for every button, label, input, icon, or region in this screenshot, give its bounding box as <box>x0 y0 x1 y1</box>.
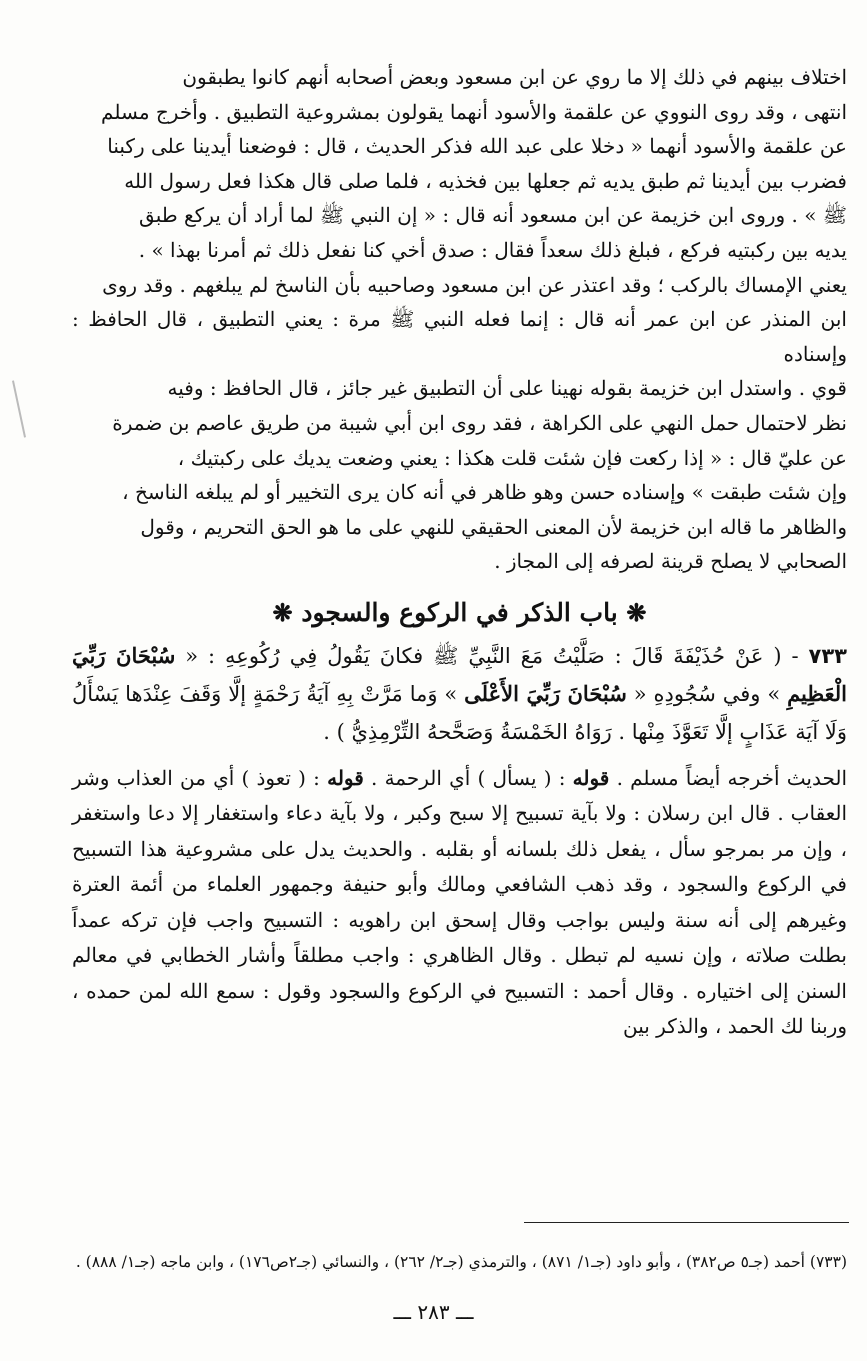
text-line: عن عليّ قال : « إذا ركعت فإن شئت قلت هكذا : يعني وضعت يديك على ركبتيك ، <box>177 445 847 470</box>
text-line: وإن شئت طبقت » وإسناده حسن وهو ظاهر في أنه كان يرى التخيير أو لم يبلغه الناسخ ، <box>122 480 847 505</box>
hadith-dhikr-ruku: سُبْحَانَ رَبِّيَ الْعَظِيمِ <box>72 642 847 706</box>
hadith-dash: - <box>791 643 799 668</box>
text-line: ﷺ » . وروى ابن خزيمة عن ابن مسعود أنه قال : « إن النبي ﷺ لما أراد أن يركع طبق <box>139 203 847 228</box>
margin-pencil-mark <box>12 380 26 437</box>
text-line: انتهى ، وقد روى النووي عن علقمة والأسود أنهما يقولون بمشروعية التطبيق . وأخرج مسلم <box>101 99 847 124</box>
text-line: اختلاف بينهم في ذلك إلا ما روي عن ابن مسعود وبعض أصحابه أنهم كانوا يطبقون <box>182 65 847 89</box>
hadith-part: ( عَنْ حُذَيْفَةَ قَالَ : صَلَّيْتُ مَعَ النَّبِيِّ ﷺ فكانَ يَقُولُ فِي رُكُوعِهِ : « <box>185 643 782 668</box>
chapter-title: باب الذكر في الركوع والسجود <box>301 597 618 627</box>
star-ornament-icon: ❋ <box>626 597 647 627</box>
hadith-part: » وَما مَرَّتْ بِهِ آيَةُ رَحْمَةٍ إلَّا وَقَفَ عِنْدَها يَسْأَلُ وَلَا آيَة عَذَابٍ إلَّا تَعَوَّذَ مِنْها . رَوَاهُ الخَمْسَةُ وَصَحَّحهُ التِّرْمِذِيُّ ) . <box>72 681 847 744</box>
text-line: يديه بين ركبتيه فركع ، فبلغ ذلك سعداً فقال : صدق أخي كنا نفعل ذلك ثم أمرنا بهذا » . <box>138 237 847 262</box>
hadith-number: ٧٣٣ <box>808 643 847 668</box>
text-line: الصحابي لا يصلح قرينة لصرفه إلى المجاز . <box>494 549 847 574</box>
page-body <box>72 60 847 1045</box>
commentary-part: الحديث أخرجه أيضاً مسلم . <box>616 765 848 790</box>
commentary-part: : ( تعوذ ) أي من العذاب وشر العقاب . قال ابن رسلان : ولا بآية تسبيح إلا سبح وكبر ، ولا بآية دعاء واستغفار إلا دعا واستغفر ، وإن مر بمرجو سأل ، يفعل ذلك بلسانه أو بقلبه . والحديث يدل على مشروعية هذا التسبيح في الركوع والسجود ، وقد ذهب الشافعي ومالك وأبو حنيفة وجمهور العلماء من أئمة العترة وغيرهم إلى أنه سنة وليس بواجب وقال إسحق ابن راهويه : التسبيح واجب فإن تركه عمداً بطلت صلاته ، وإن نسيه لم تبطل . وقال الظاهري : واجب مطلقاً وأشار الخطابي في معالم السنن إلى اختياره . وقال أحمد : التسبيح في الركوع والسجود وقول : سمع الله لمن حمده ، وربنا لك الحمد ، والذكر بين <box>72 765 847 1039</box>
text-line: ابن المنذر عن ابن عمر أنه قال : إنما فعله النبي ﷺ مرة : يعني التطبيق ، قال الحافظ : وإسناده <box>72 307 847 366</box>
text-line: نظر لاحتمال حمل النهي على الكراهة ، فقد روى ابن أبي شيبة من طريق عاصم بن ضمرة <box>112 410 847 435</box>
hadith-text <box>72 637 847 751</box>
hadith-part: » وفي سُجُودِهِ « <box>633 681 781 706</box>
hadith-dhikr-sujud: سُبْحَانَ رَبِّيَ الأَعْلَى <box>464 680 627 706</box>
text-line: عن علقمة والأسود أنهما « دخلا على عبد الله فذكر الحديث ، قال : فوضعنا أيدينا على ركبنا <box>107 134 847 159</box>
chapter-heading <box>72 593 847 633</box>
footnote: (٧٣٣) أحمد (جـ٥ ص٣٨٢) ، وأبو داود (جـ١/ ٨٧١) ، والترمذي (جـ٢/ ٢٦٢) ، والنسائي (جـ٢ص١٧٦) ، وابن ماجه (جـ١/ ٨٨٨) . <box>75 1252 847 1271</box>
page-number: ـــ ٢٨٣ ـــ <box>393 1300 474 1324</box>
intro-text <box>72 60 847 579</box>
footnote-divider <box>524 1222 849 1223</box>
text-line: والظاهر ما قاله ابن خزيمة لأن المعنى الحقيقي للنهي على ما هو الحق التحريم ، وقول <box>140 514 847 539</box>
qawluh-label: قوله <box>327 765 364 790</box>
text-line: فضرب بين أيدينا ثم طبق يديه ثم جعلها بين فخذيه ، فلما صلى قال هكذا فعل رسول الله <box>124 168 847 193</box>
star-ornament-icon: ❋ <box>272 597 293 627</box>
text-line: قوي . واستدل ابن خزيمة بقوله نهينا على أن التطبيق غير جائز ، قال الحافظ : وفيه <box>167 376 847 401</box>
qawluh-label: قوله <box>572 765 610 790</box>
commentary-text <box>72 761 847 1045</box>
commentary-part: : ( يسأل ) أي الرحمة . <box>371 765 566 790</box>
text-line: يعني الإمساك بالركب ؛ وقد اعتذر عن ابن مسعود وصاحبيه بأن الناسخ لم يبلغهم . وقد روى <box>102 272 847 297</box>
